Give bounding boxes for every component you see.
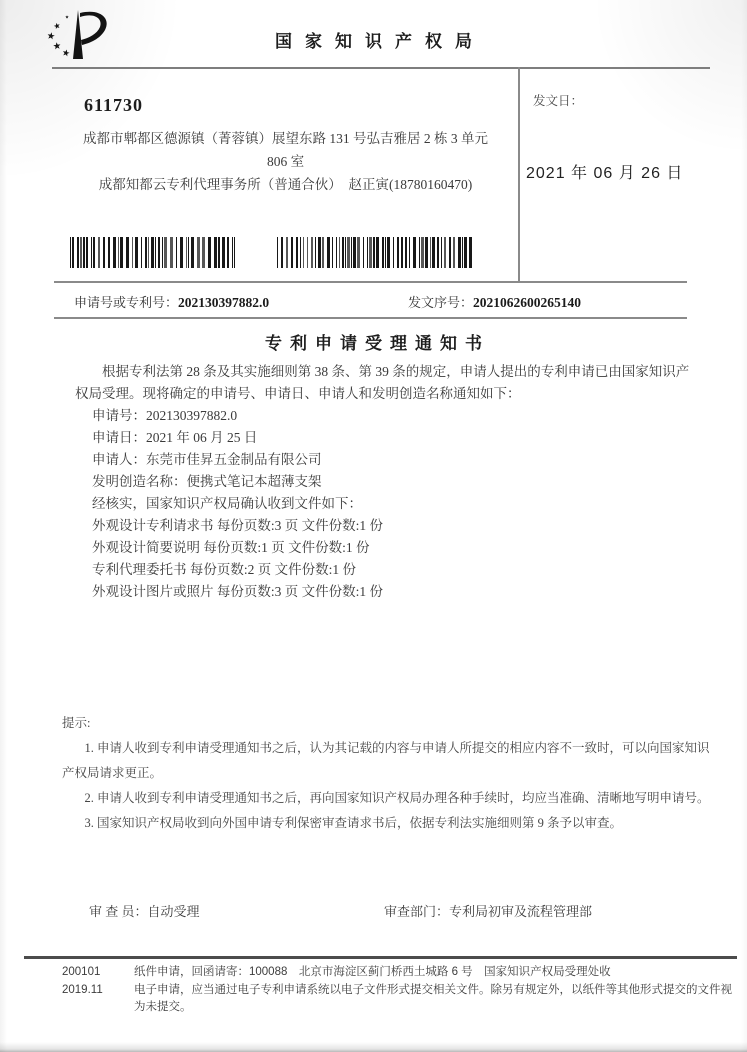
dispatch-number-value: 2021062600265140	[473, 295, 582, 310]
field-filing-date: 申请日：2021 年 06 月 25 日	[92, 430, 258, 445]
postal-code: 611730	[84, 95, 144, 115]
department-value: 专利局初审及流程管理部	[449, 904, 593, 919]
scan-bottom-edge	[0, 1042, 747, 1052]
department-row	[384, 901, 592, 920]
tip-item-3: 3. 国家知识产权局收到向外国申请专利保密审查请求书后，依据专利法实施细则第 9 条予以审查。	[84, 816, 623, 830]
examiner-row	[89, 901, 200, 920]
notice-paragraph: 根据专利法第 28 条及其实施细则第 38 条、第 39 条的规定，申请人提出的专利申请已由国家知识产权局受理。现将确定的申请号、申请日、申请人和发明创造名称通知如下：	[75, 364, 690, 401]
examiner-value: 自动受理	[147, 904, 200, 919]
documents-list	[75, 515, 693, 603]
application-number-value: 202130397882.0	[178, 295, 270, 310]
notice-title: 专利申请受理通知书	[265, 334, 490, 353]
divider-rule-upper	[54, 281, 687, 283]
notice-body	[75, 361, 693, 603]
notice-fields	[75, 405, 693, 493]
footer-code-2: 2019.11	[62, 983, 103, 996]
dispatch-date-label: 发文日：	[533, 94, 584, 108]
tips-label: 提示:	[62, 716, 91, 730]
recipient-address	[58, 127, 513, 196]
header-rule	[52, 67, 710, 69]
document-item: 专利代理委托书 每份页数:2 页 文件份数:1 份	[92, 562, 357, 577]
application-number-label: 申请号或专利号：	[74, 295, 179, 310]
footer-code-1: 200101	[62, 966, 101, 978]
field-application-no: 申请号：202130397882.0	[92, 408, 238, 423]
footer-rule	[24, 956, 737, 959]
footer-form-codes	[62, 964, 103, 999]
field-invention-title: 发明创造名称：便携式笔记本超薄支架	[92, 474, 322, 489]
footer-note-paper: 纸件申请，回函请寄：100088 北京市海淀区蓟门桥西土城路 6 号 国家知识产权局受理处收	[134, 966, 611, 978]
agency-title: 国家知识产权局	[275, 32, 485, 51]
barcode-left	[70, 237, 240, 268]
tip-item-1: 1. 申请人收到专利申请受理通知书之后，认为其记载的内容与申请人所提交的相应内容不一致时，可以向国家知识产权局请求更正。	[62, 741, 710, 780]
tip-item-2: 2. 申请人收到专利申请受理通知书之后，再向国家知识产权局办理各种手续时，均应当准确、清晰地写明申请号。	[84, 791, 710, 805]
agency-line: 成都知都云专利代理事务所（普通合伙） 赵正寅(18780160470)	[98, 177, 473, 192]
footer-note-electronic: 电子申请，应当通过电子专利申请系统以电子文件形式提交相关文件。除另有规定外，以纸件等其他形式提交的文件视为未提交。	[134, 983, 732, 1013]
examiner-label: 审 查 员：	[89, 904, 148, 919]
document-item: 外观设计专利请求书 每份页数:3 页 文件份数:1 份	[92, 518, 384, 533]
field-applicant: 申请人：东莞市佳昇五金制品有限公司	[92, 452, 322, 467]
document-item: 外观设计简要说明 每份页数:1 页 文件份数:1 份	[92, 540, 370, 555]
dispatch-number-label: 发文序号：	[408, 295, 474, 310]
address-line-1: 成都市郫都区德源镇（菁蓉镇）展望东路 131 号弘吉雅居 2 栋 3 单元	[83, 131, 488, 146]
dispatch-number-row	[408, 292, 581, 311]
footer-notes	[134, 964, 738, 1017]
document-item: 外观设计图片或照片 每份页数:3 页 文件份数:1 份	[92, 584, 384, 599]
confirmation-intro: 经核实，国家知识产权局确认收到文件如下：	[92, 496, 362, 511]
tips-section	[62, 711, 712, 836]
address-line-2: 806 室	[266, 154, 305, 169]
application-number-row	[74, 292, 269, 311]
dispatch-box-border	[518, 67, 520, 282]
barcode-right	[277, 237, 477, 268]
department-label: 审查部门：	[384, 904, 450, 919]
dispatch-date: 2021 年 06 月 26 日	[526, 165, 684, 182]
divider-rule-lower	[54, 317, 687, 319]
